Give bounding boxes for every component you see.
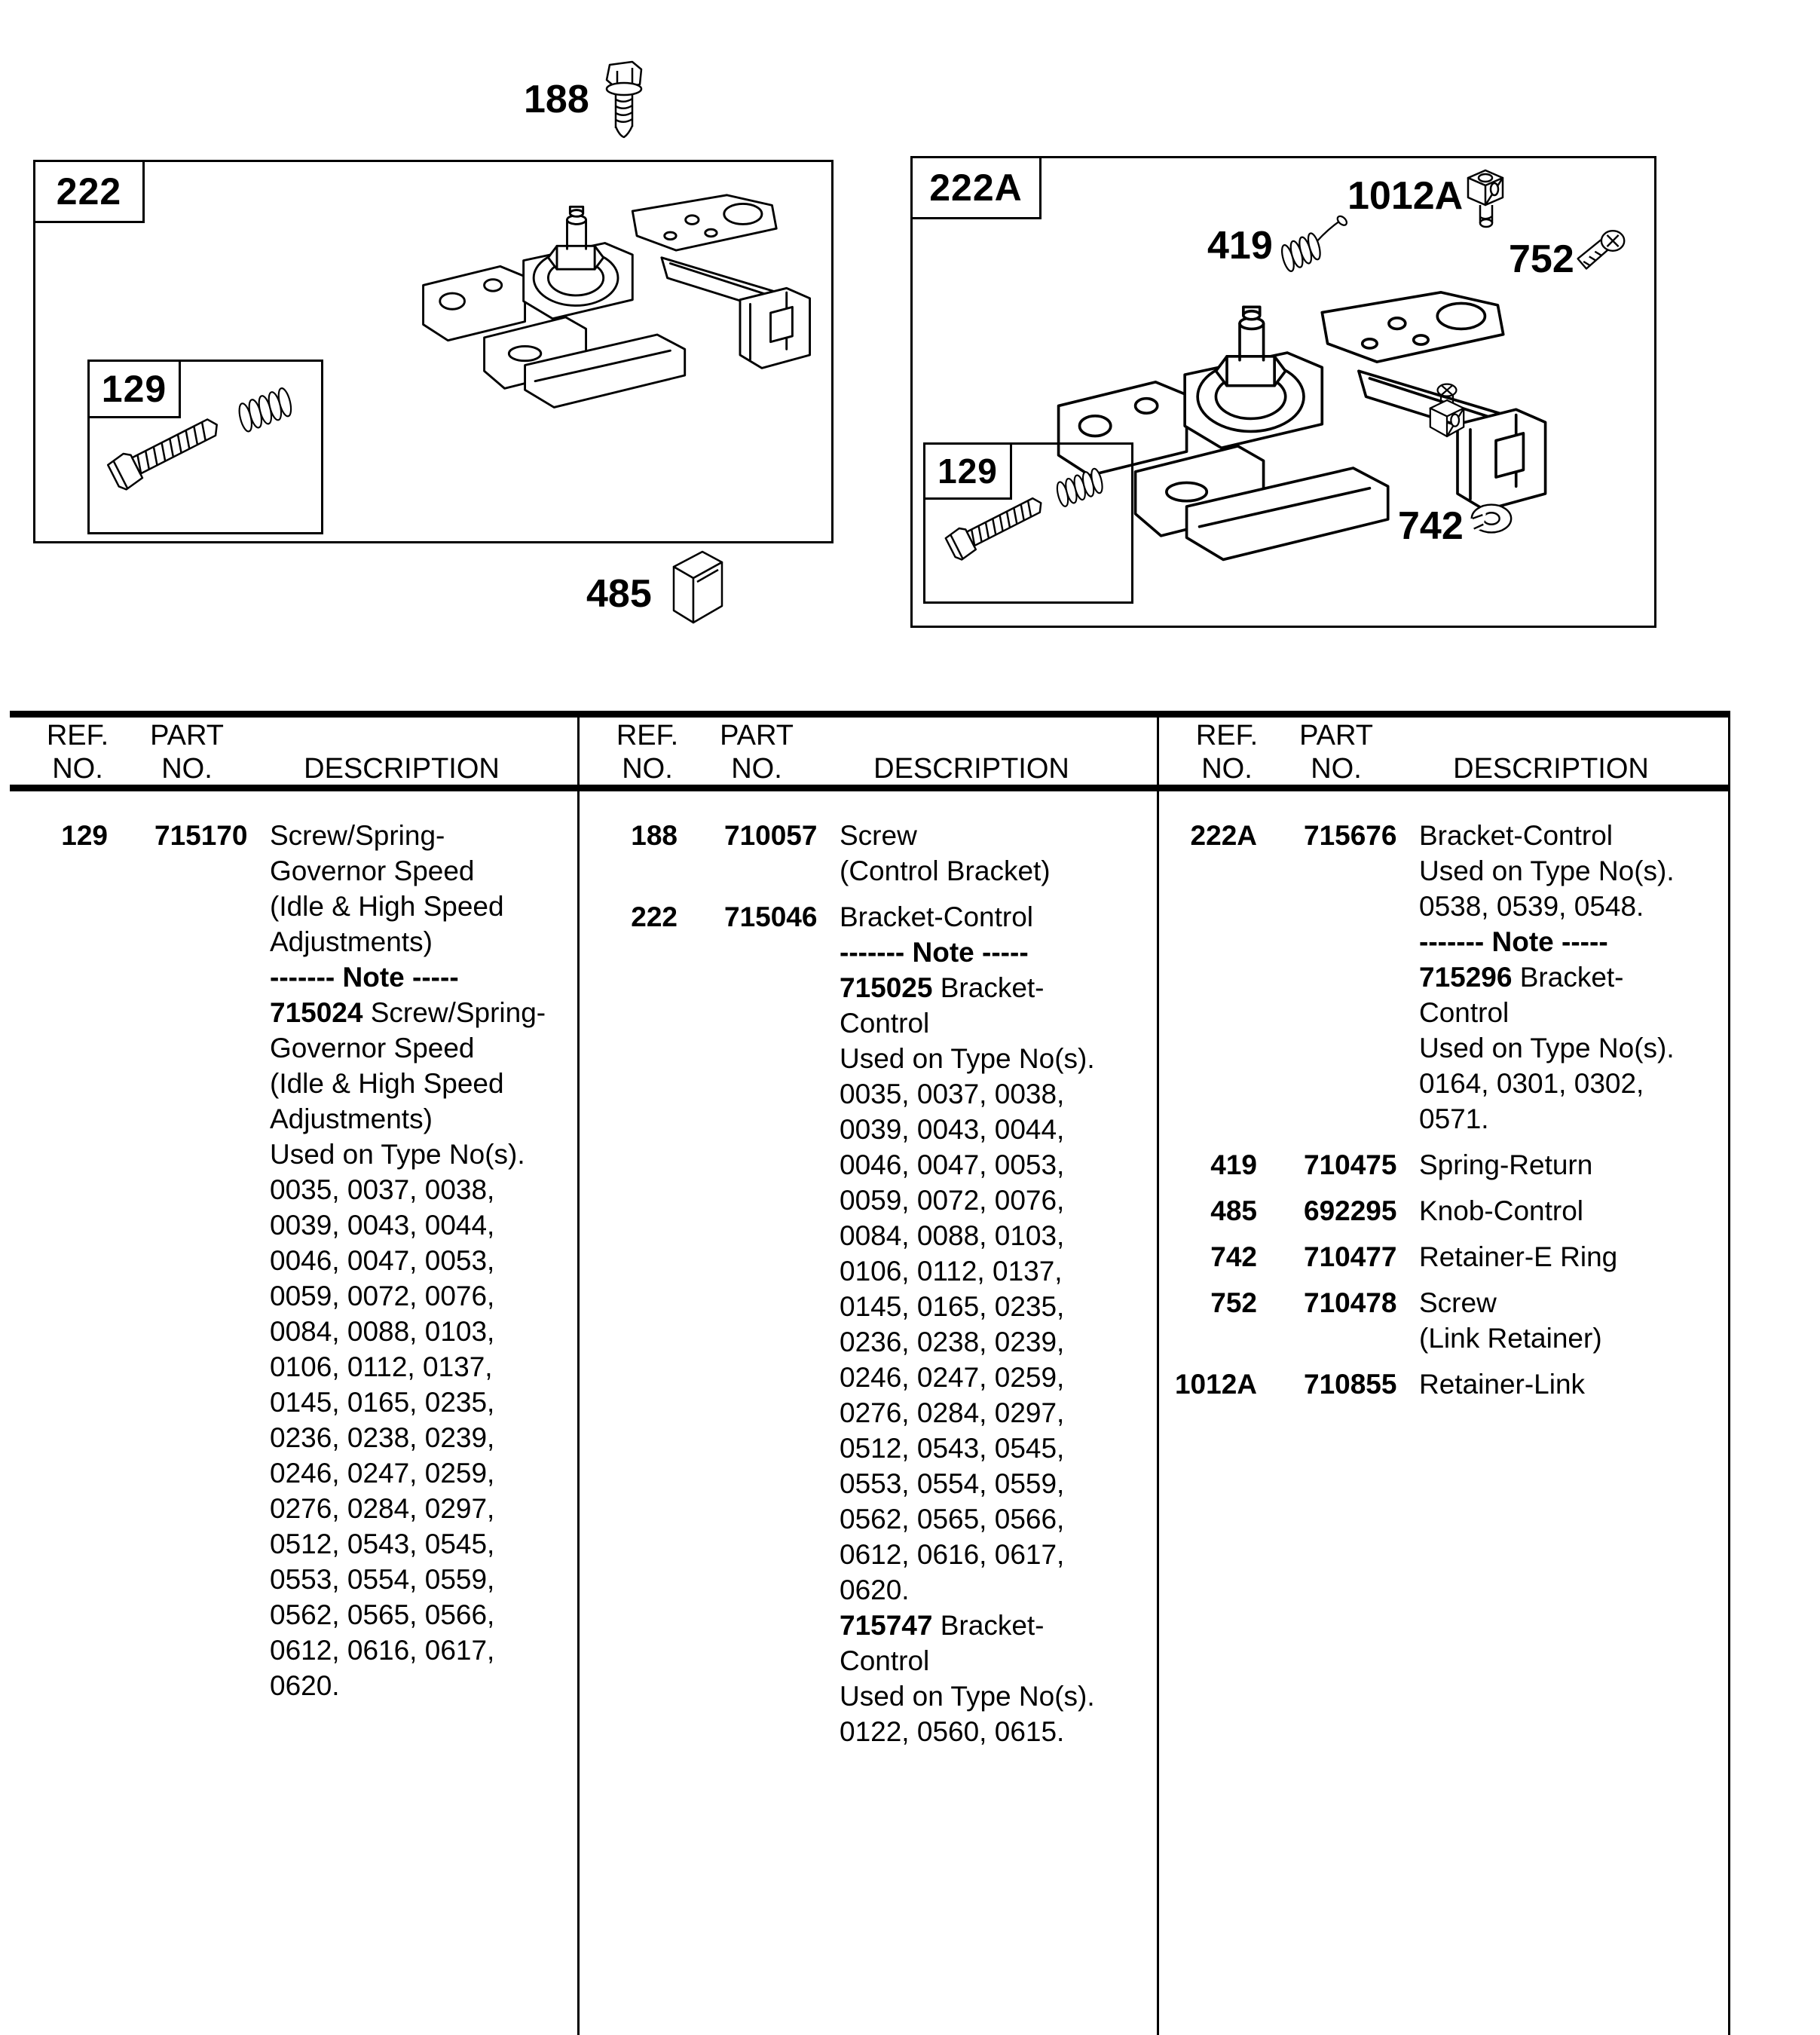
part-no-cell: 715170 [154, 820, 248, 851]
phillips-screw-icon [1572, 223, 1628, 273]
knob-cube-icon [662, 544, 726, 633]
part-no-cell: 710855 [1304, 1369, 1397, 1400]
description-cell: Spring-Return [1419, 1149, 1593, 1180]
part-no-cell: 715676 [1304, 820, 1397, 851]
table-row [580, 818, 1157, 889]
part-label-188: 188 [524, 78, 589, 121]
ref-no-cell: 485 [1210, 1195, 1257, 1226]
part-no-cell: 710477 [1304, 1241, 1397, 1272]
part-label-485: 485 [586, 572, 652, 616]
ref-no-cell: 742 [1210, 1241, 1257, 1272]
part-no-cell: 710478 [1304, 1287, 1397, 1318]
description-cell: Knob-Control [1419, 1195, 1584, 1226]
header-ref-no: REF. [46, 720, 109, 751]
link-retainer-cube-icon [1462, 164, 1509, 237]
description-cell: Screw/Spring- Governor Speed (Idle & High Speed Adjustments) ------- Note ----- 715024 Screw/Spring- Governor Speed (Idle & High Speed Adjustments) Used on Type No(s). 0035, 0037, 0038, 0039, 0043, 0044, 0046, 0047, 0053, 0059, 0072, 0076, 0084, 0088, 0103, 0106, 0112, 0137, 0145, 0165, 0235, 0236, 0238, 0239, 0246, 0247, 0259, 0276, 0284, 0297, 0512, 0543, 0545, 0553, 0554, 0559, 0562, 0565, 0566, 0612, 0616, 0617, 0620. [270, 820, 546, 1701]
header-part-no: PART [1299, 720, 1373, 751]
description-cell: Retainer-Link [1419, 1369, 1586, 1400]
inset-label-129: 129 [87, 360, 181, 418]
header-description: DESCRIPTION [1453, 753, 1649, 785]
ref-no-cell: 222A [1190, 820, 1257, 851]
part-label-419: 419 [1207, 224, 1273, 268]
description-cell: Screw (Link Retainer) [1419, 1287, 1602, 1354]
ref-no-cell: 1012A [1174, 1369, 1257, 1400]
ref-no-cell: 752 [1210, 1287, 1257, 1318]
part-label-742: 742 [1398, 504, 1464, 548]
part-no-cell: 710475 [1304, 1149, 1397, 1180]
header-description: DESCRIPTION [873, 753, 1069, 785]
header-ref-no: NO. [622, 753, 673, 785]
part-no-cell: 692295 [1304, 1195, 1397, 1226]
header-ref-no: REF. [1195, 720, 1259, 751]
table-right-border [1728, 711, 1730, 2035]
table-row [1159, 1147, 1728, 1183]
description-cell: Bracket-Control ------- Note ----- 715025 Bracket- Control Used on Type No(s). 0035, 0037, 0038, 0039, 0043, 0044, 0046, 0047, 0053, 0059, 0072, 0076, 0084, 0088, 0103, 0106, 0112, 0137, 0145, 0165, 0235, 0236, 0238, 0239, 0246, 0247, 0259, 0276, 0284, 0297, 0512, 0543, 0545, 0553, 0554, 0559, 0562, 0565, 0566, 0612, 0616, 0617, 0620. 715747 Bracket- Control Used on Type No(s). 0122, 0560, 0615. [840, 901, 1095, 1747]
ref-no-cell: 188 [631, 820, 678, 851]
link-retainer-mounted-icon [1417, 381, 1477, 456]
e-ring-icon [1467, 499, 1515, 538]
table-row [10, 818, 577, 1703]
description-cell: Bracket-Control Used on Type No(s). 0538, 0539, 0548. ------- Note ----- 715296 Bracket- Control Used on Type No(s). 0164, 0301, 0302, 0571. [1419, 820, 1675, 1134]
table-column-1 [10, 711, 577, 2035]
figure-label-222a: 222A [910, 156, 1042, 219]
inset-label-129: 129 [923, 442, 1012, 500]
table-column-3 [1159, 711, 1728, 2035]
part-label-752: 752 [1509, 237, 1574, 281]
table-row [1159, 1366, 1728, 1402]
control-bracket-diagram [414, 190, 821, 439]
header-part-no: PART [150, 720, 224, 751]
header-part-no: NO. [731, 753, 782, 785]
ref-no-cell: 222 [631, 901, 678, 932]
table-row [1159, 1193, 1728, 1229]
figure-label-222: 222 [33, 160, 145, 223]
header-ref-no: NO. [52, 753, 103, 785]
ref-no-cell: 129 [61, 820, 108, 851]
table-row [1159, 818, 1728, 1137]
table-row [580, 899, 1157, 1749]
part-no-cell: 715046 [724, 901, 818, 932]
hex-bolt-icon [599, 60, 647, 142]
header-ref-no: REF. [616, 720, 679, 751]
header-ref-no: NO. [1201, 753, 1253, 785]
header-part-no: NO. [1311, 753, 1362, 785]
table-row [1159, 1239, 1728, 1275]
ref-no-cell: 419 [1210, 1149, 1257, 1180]
table-column-2 [580, 711, 1157, 2035]
header-part-no: NO. [161, 753, 213, 785]
part-label-1012a: 1012A [1347, 174, 1464, 218]
description-cell: Retainer-E Ring [1419, 1241, 1618, 1272]
part-no-cell: 710057 [724, 820, 818, 851]
description-cell: Screw (Control Bracket) [840, 820, 1051, 886]
table-row [1159, 1285, 1728, 1356]
header-part-no: PART [720, 720, 794, 751]
header-description: DESCRIPTION [304, 753, 500, 785]
